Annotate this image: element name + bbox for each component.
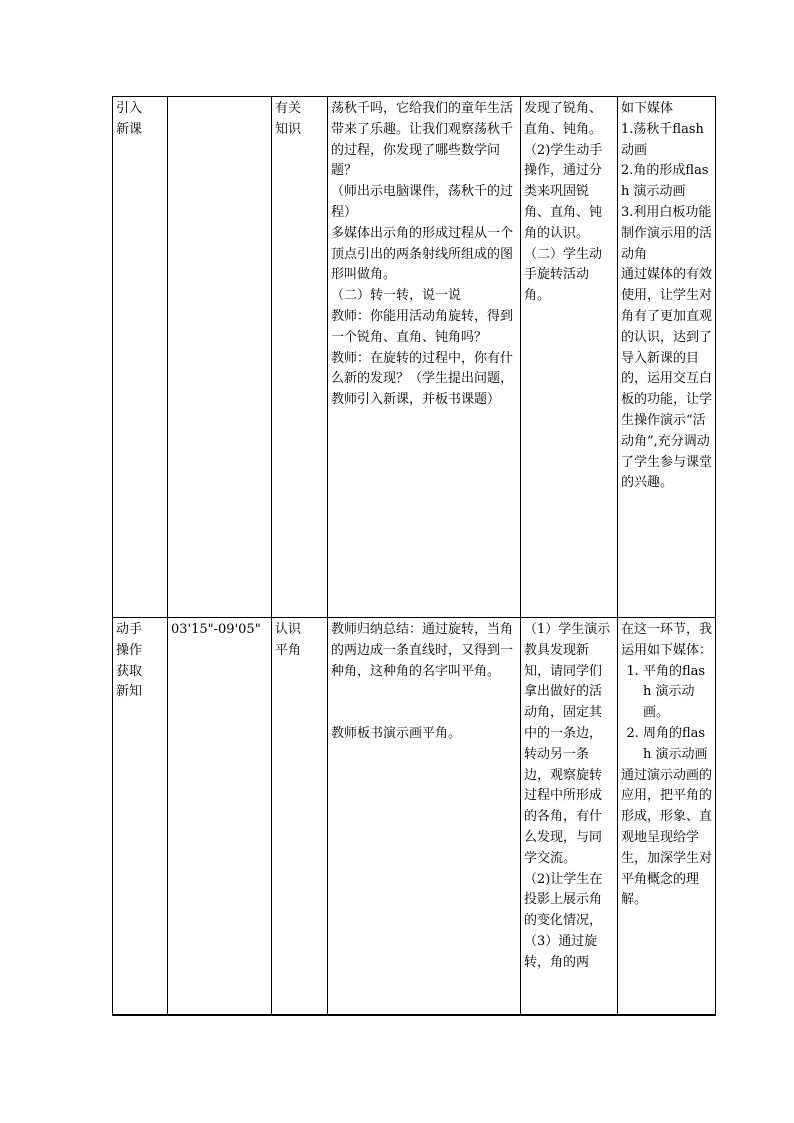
teacher-activity-cell: 教师归纳总结：通过旋转，当角的两边成一条直线时，又得到一种角，这种角的名字叫平角。 教师板书演示画平角。 [328,618,521,1016]
media-list-item: 2. 周角的flash 演示动画 [643,724,712,766]
time-cell [168,97,272,618]
media-outro: 通过演示动画的应用，把平角的形成，形象、直观地呈现给学生，加深学生对平角概念的理解。 [621,767,713,908]
media-cell: 如下媒体 1.荡秋千flash动画 2.角的形成flash 演示动画 3.利用白板功能制作演示用的活动角 通过媒体的有效使用，让学生对角有了更加直观的认识，达到了导入新课的目的，运用交互白板的功能，让学生操作演示“活动角”,充分调动了学生参与课堂的兴趣。 [618,97,716,618]
table-row [113,97,716,618]
media-cell [618,618,716,1016]
time-cell: 03'15"-09'05" [168,618,272,1016]
media-list [621,662,712,766]
content-cell: 认识 平角 [272,618,328,1016]
media-intro: 在这一环节，我运用如下媒体： [621,622,713,658]
lesson-plan-table [112,96,716,1016]
table-row [113,618,716,1016]
stage-cell: 引入 新课 [113,97,168,618]
student-activity-cell: 发现了锐角、直角、钝角。 （2)学生动手操作，通过分类来巩固锐角、直角、钝角的认识。 （二）学生动手旋转活动角。 [521,97,618,618]
stage-cell: 动手 操作 获取 新知 [113,618,168,1016]
media-list-item: 1. 平角的flash 演示动画。 [643,662,712,724]
content-cell: 有关 知识 [272,97,328,618]
teacher-activity-cell: 荡秋千吗，它给我们的童年生活带来了乐趣。让我们观察荡秋千的过程，你发现了哪些数学问题？ （师出示电脑课件，荡秋千的过程） 多媒体出示角的形成过程从一个顶点引出的两条射线所组成的图形叫做角。 （二）转一转，说一说 教师：你能用活动角旋转，得到一个锐角、直角、钝角吗？ 教师：在旋转的过程中，你有什么新的发现？（学生提出问题，教师引入新课，并板书课题） [328,97,521,618]
student-activity-cell: （1）学生演示教具发现新知，请同学们拿出做好的活动角，固定其中的一条边，转动另一条边，观察旋转过程中所形成的各角，有什么发现，与同学交流。 （2)让学生在投影上展示角的变化情况， （3）通过旋转，角的两 [521,618,618,1016]
